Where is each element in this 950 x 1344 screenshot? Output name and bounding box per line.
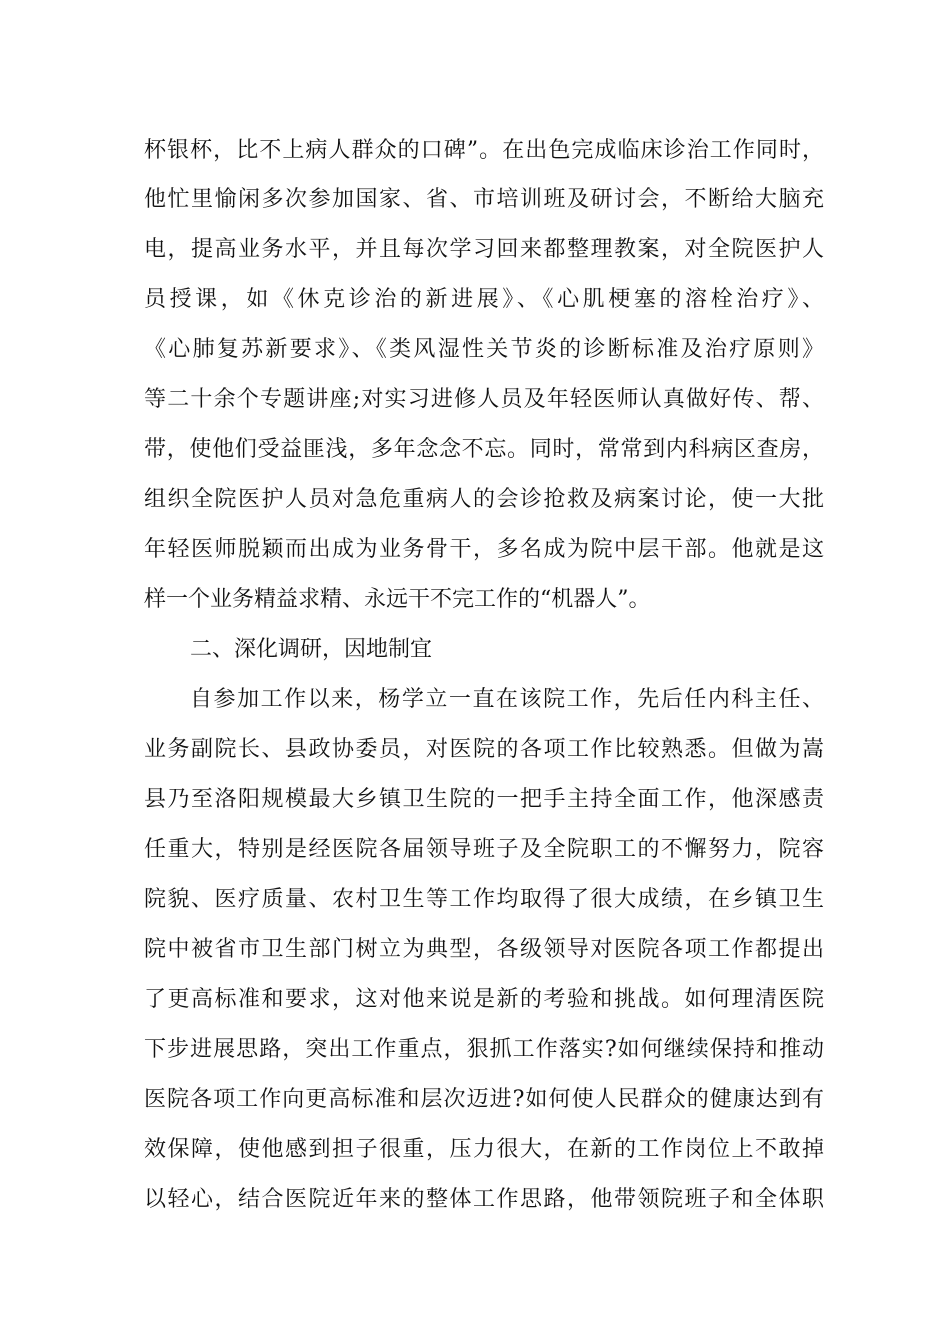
text-line: 下步进展思路，突出工作重点，狠抓工作落实?如何继续保持和推动: [144, 1037, 824, 1062]
section-heading: 二、深化调研，因地制宜: [190, 637, 433, 662]
text-line: 院貌、医疗质量、农村卫生等工作均取得了很大成绩，在乡镇卫生: [144, 887, 824, 912]
text-line: 效保障，使他感到担子很重，压力很大，在新的工作岗位上不敢掉: [144, 1137, 824, 1162]
text-line: 年轻医师脱颖而出成为业务骨干，多名成为院中层干部。他就是这: [144, 537, 824, 562]
text-line: 杯银杯，比不上病人群众的口碑”。在出色完成临床诊治工作同时，: [144, 138, 824, 163]
text-line: 业务副院长、县政协委员，对医院的各项工作比较熟悉。但做为嵩: [144, 737, 824, 762]
text-line: 县乃至洛阳规模最大乡镇卫生院的一把手主持全面工作，他深感责: [144, 787, 824, 812]
text-line: 电，提高业务水平，并且每次学习回来都整理教案，对全院医护人: [144, 237, 824, 262]
text-line: 等二十余个专题讲座;对实习进修人员及年轻医师认真做好传、帮、: [144, 387, 824, 412]
text-line: 医院各项工作向更高标准和层次迈进?如何使人民群众的健康达到有: [144, 1087, 824, 1112]
text-line: 《心肺复苏新要求》、《类风湿性关节炎的诊断标准及治疗原则》: [144, 337, 824, 362]
text-line: 组织全院医护人员对急危重病人的会诊抢救及病案讨论，使一大批: [144, 487, 824, 512]
text-line: 任重大，特别是经医院各届领导班子及全院职工的不懈努力，院容: [144, 837, 824, 862]
text-line: 自参加工作以来，杨学立一直在该院工作，先后任内科主任、: [190, 687, 824, 712]
text-line: 样一个业务精益求精、永远干不完工作的“机器人”。: [144, 587, 651, 612]
text-line: 员授课，如《休克诊治的新进展》、《心肌梗塞的溶栓治疗》、: [144, 287, 824, 312]
text-line: 院中被省市卫生部门树立为典型，各级领导对医院各项工作都提出: [144, 937, 824, 962]
text-line: 带，使他们受益匪浅，多年念念不忘。同时，常常到内科病区查房，: [144, 437, 824, 462]
text-line: 了更高标准和要求，这对他来说是新的考验和挑战。如何理清医院: [144, 987, 824, 1012]
text-line: 他忙里愉闲多次参加国家、省、市培训班及研讨会，不断给大脑充: [144, 187, 824, 212]
text-line: 以轻心，结合医院近年来的整体工作思路，他带领院班子和全体职: [144, 1187, 824, 1212]
